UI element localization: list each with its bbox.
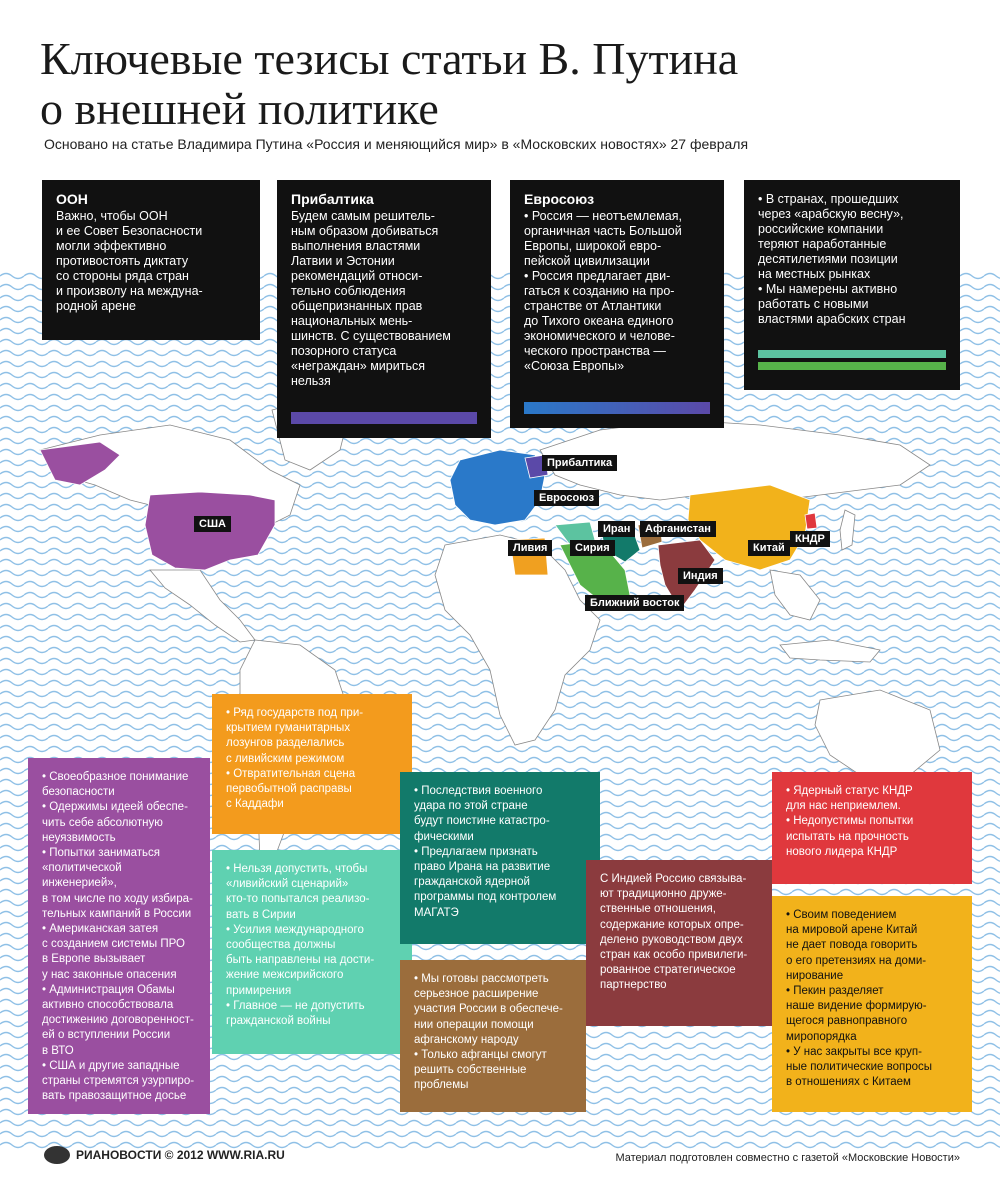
card-arab-text: • В странах, прошедших через «арабскую весну», российские компании теряют наработанные десятилетиями позиции на местных рынках • Мы намерены активно работать с новыми властями арабских стран: [758, 192, 906, 326]
label-china: Китай: [748, 540, 790, 556]
card-usa: [28, 758, 210, 1114]
card-afghanistan: [400, 960, 586, 1112]
card-libya: [212, 694, 412, 834]
ria-logo-icon: [44, 1146, 70, 1164]
card-baltic: [277, 180, 491, 438]
card-india-text: С Индией Россию связыва- ют традиционно друже- ственные отношения, содержание которых опре- делено руководством двух стран как особо привилеги- рованное стратегическое партнерство: [600, 873, 748, 992]
label-middle-east: Ближний восток: [585, 595, 684, 611]
card-eu-title: Евросоюз: [524, 191, 595, 207]
card-india: [586, 860, 772, 1026]
label-usa: США: [194, 516, 231, 532]
stripe-arab-2: [758, 362, 946, 370]
label-libya: Ливия: [508, 540, 552, 556]
page-title: [40, 34, 940, 134]
card-eu-text: • Россия — неотъемлемая, органичная часть Большой Европы, широкой евро- пейской цивилизации • Россия предлагает дви- гаться к созданию на про- странстве от Атлантики до Тихого океана единого экономического и челове- ческого пространства — «Союза Европы»: [524, 209, 682, 373]
footer-right: Материал подготовлен совместно с газетой «Московские Новости»: [615, 1152, 960, 1164]
label-eu: Евросоюз: [534, 490, 599, 506]
card-iran-text: • Последствия военного удара по этой стране будут поистине катастро- фическими • Предлагаем признать право Ирана на развитие гражданской ядерной программы под контролем МАГАТЭ: [414, 785, 557, 919]
card-china: [772, 896, 972, 1112]
subtitle: Основано на статье Владимира Путина «Россия и меняющийся мир» в «Московских новостях» 27 февраля: [44, 136, 749, 152]
card-syria: [212, 850, 412, 1054]
stripe-baltic: [291, 412, 477, 424]
label-syria: Сирия: [570, 540, 615, 556]
stripe-arab-1: [758, 350, 946, 358]
card-libya-text: • Ряд государств под при- крытием гуманитарных лозунгов разделались с ливийским режимом • Отвратительная сцена первобытной расправы с Каддафи: [226, 707, 364, 811]
card-un: [42, 180, 260, 340]
title-line-1: Ключевые тезисы статьи В. Путина: [40, 33, 739, 84]
stripe-eu: [524, 402, 710, 414]
card-usa-text: • Своеобразное понимание безопасности • Одержимы идеей обеспе- чить себе абсолютную неуязвимость • Попытки заниматься «политической инженерией», в том числе по ходу избира- тельных кампаний в России • Американская затея с созданием системы ПРО в Европе вызывает у нас законные опасения • Администрация Обамы активно способствовала достижению договоренност- ей о вступлении России в ВТО • США и другие западные страны стремятся узурпиро- вать правозащитное досье: [42, 771, 195, 1103]
label-india: Индия: [678, 568, 723, 584]
title-line-2: о внешней политике: [40, 83, 439, 134]
label-iran: Иран: [598, 521, 635, 537]
card-baltic-title: Прибалтика: [291, 191, 374, 207]
card-afghanistan-text: • Мы готовы рассмотреть серьезное расширение участия России в обеспече- нии операции помощи афганскому народу • Только афганцы смогут решить собственные проблемы: [414, 973, 563, 1092]
card-syria-text: • Нельзя допустить, чтобы «ливийский сценарий» кто-то попытался реализо- вать в Сирии • Усилия международного сообщества должны быть направлены на дости- жение межсирийского примирения • Главное — не допустить гражданской войны: [226, 863, 375, 1028]
label-dprk: КНДР: [790, 531, 830, 547]
label-afghanistan: Афганистан: [640, 521, 716, 537]
footer-left: [44, 1146, 285, 1164]
card-baltic-text: Будем самым решитель- ным образом добиваться выполнения властями Латвии и Эстонии рекомендаций относи- тельно соблюдения общепризнанных прав национальных мень- шинств. С существованием позорного статуса «неграждан» мириться нельзя: [291, 209, 451, 388]
footer-left-text: РИАНОВОСТИ © 2012 WWW.RIA.RU: [76, 1148, 285, 1162]
card-eu: [510, 180, 724, 428]
card-china-text: • Своим поведением на мировой арене Китай не дает повода говорить о его претензиях на доми- нирование • Пекин разделяет наше видение формирую- щегося равноправного миропорядка • У нас закрыты все круп- ные политические вопросы в отношениях с Китаем: [786, 909, 932, 1089]
card-dprk: [772, 772, 972, 884]
card-arab: [744, 180, 960, 390]
card-dprk-text: • Ядерный статус КНДР для нас неприемлем. • Недопустимы попытки испытать на прочность нового лидера КНДР: [786, 785, 914, 858]
country-dprk: [805, 513, 817, 529]
card-un-title: ООН: [56, 191, 88, 207]
card-un-text: Важно, чтобы ООН и ее Совет Безопасности могли эффективно противостоять диктату со стороны ряда стран и произволу на междуна- родной арене: [56, 209, 203, 313]
card-iran: [400, 772, 600, 944]
label-baltic: Прибалтика: [542, 455, 617, 471]
